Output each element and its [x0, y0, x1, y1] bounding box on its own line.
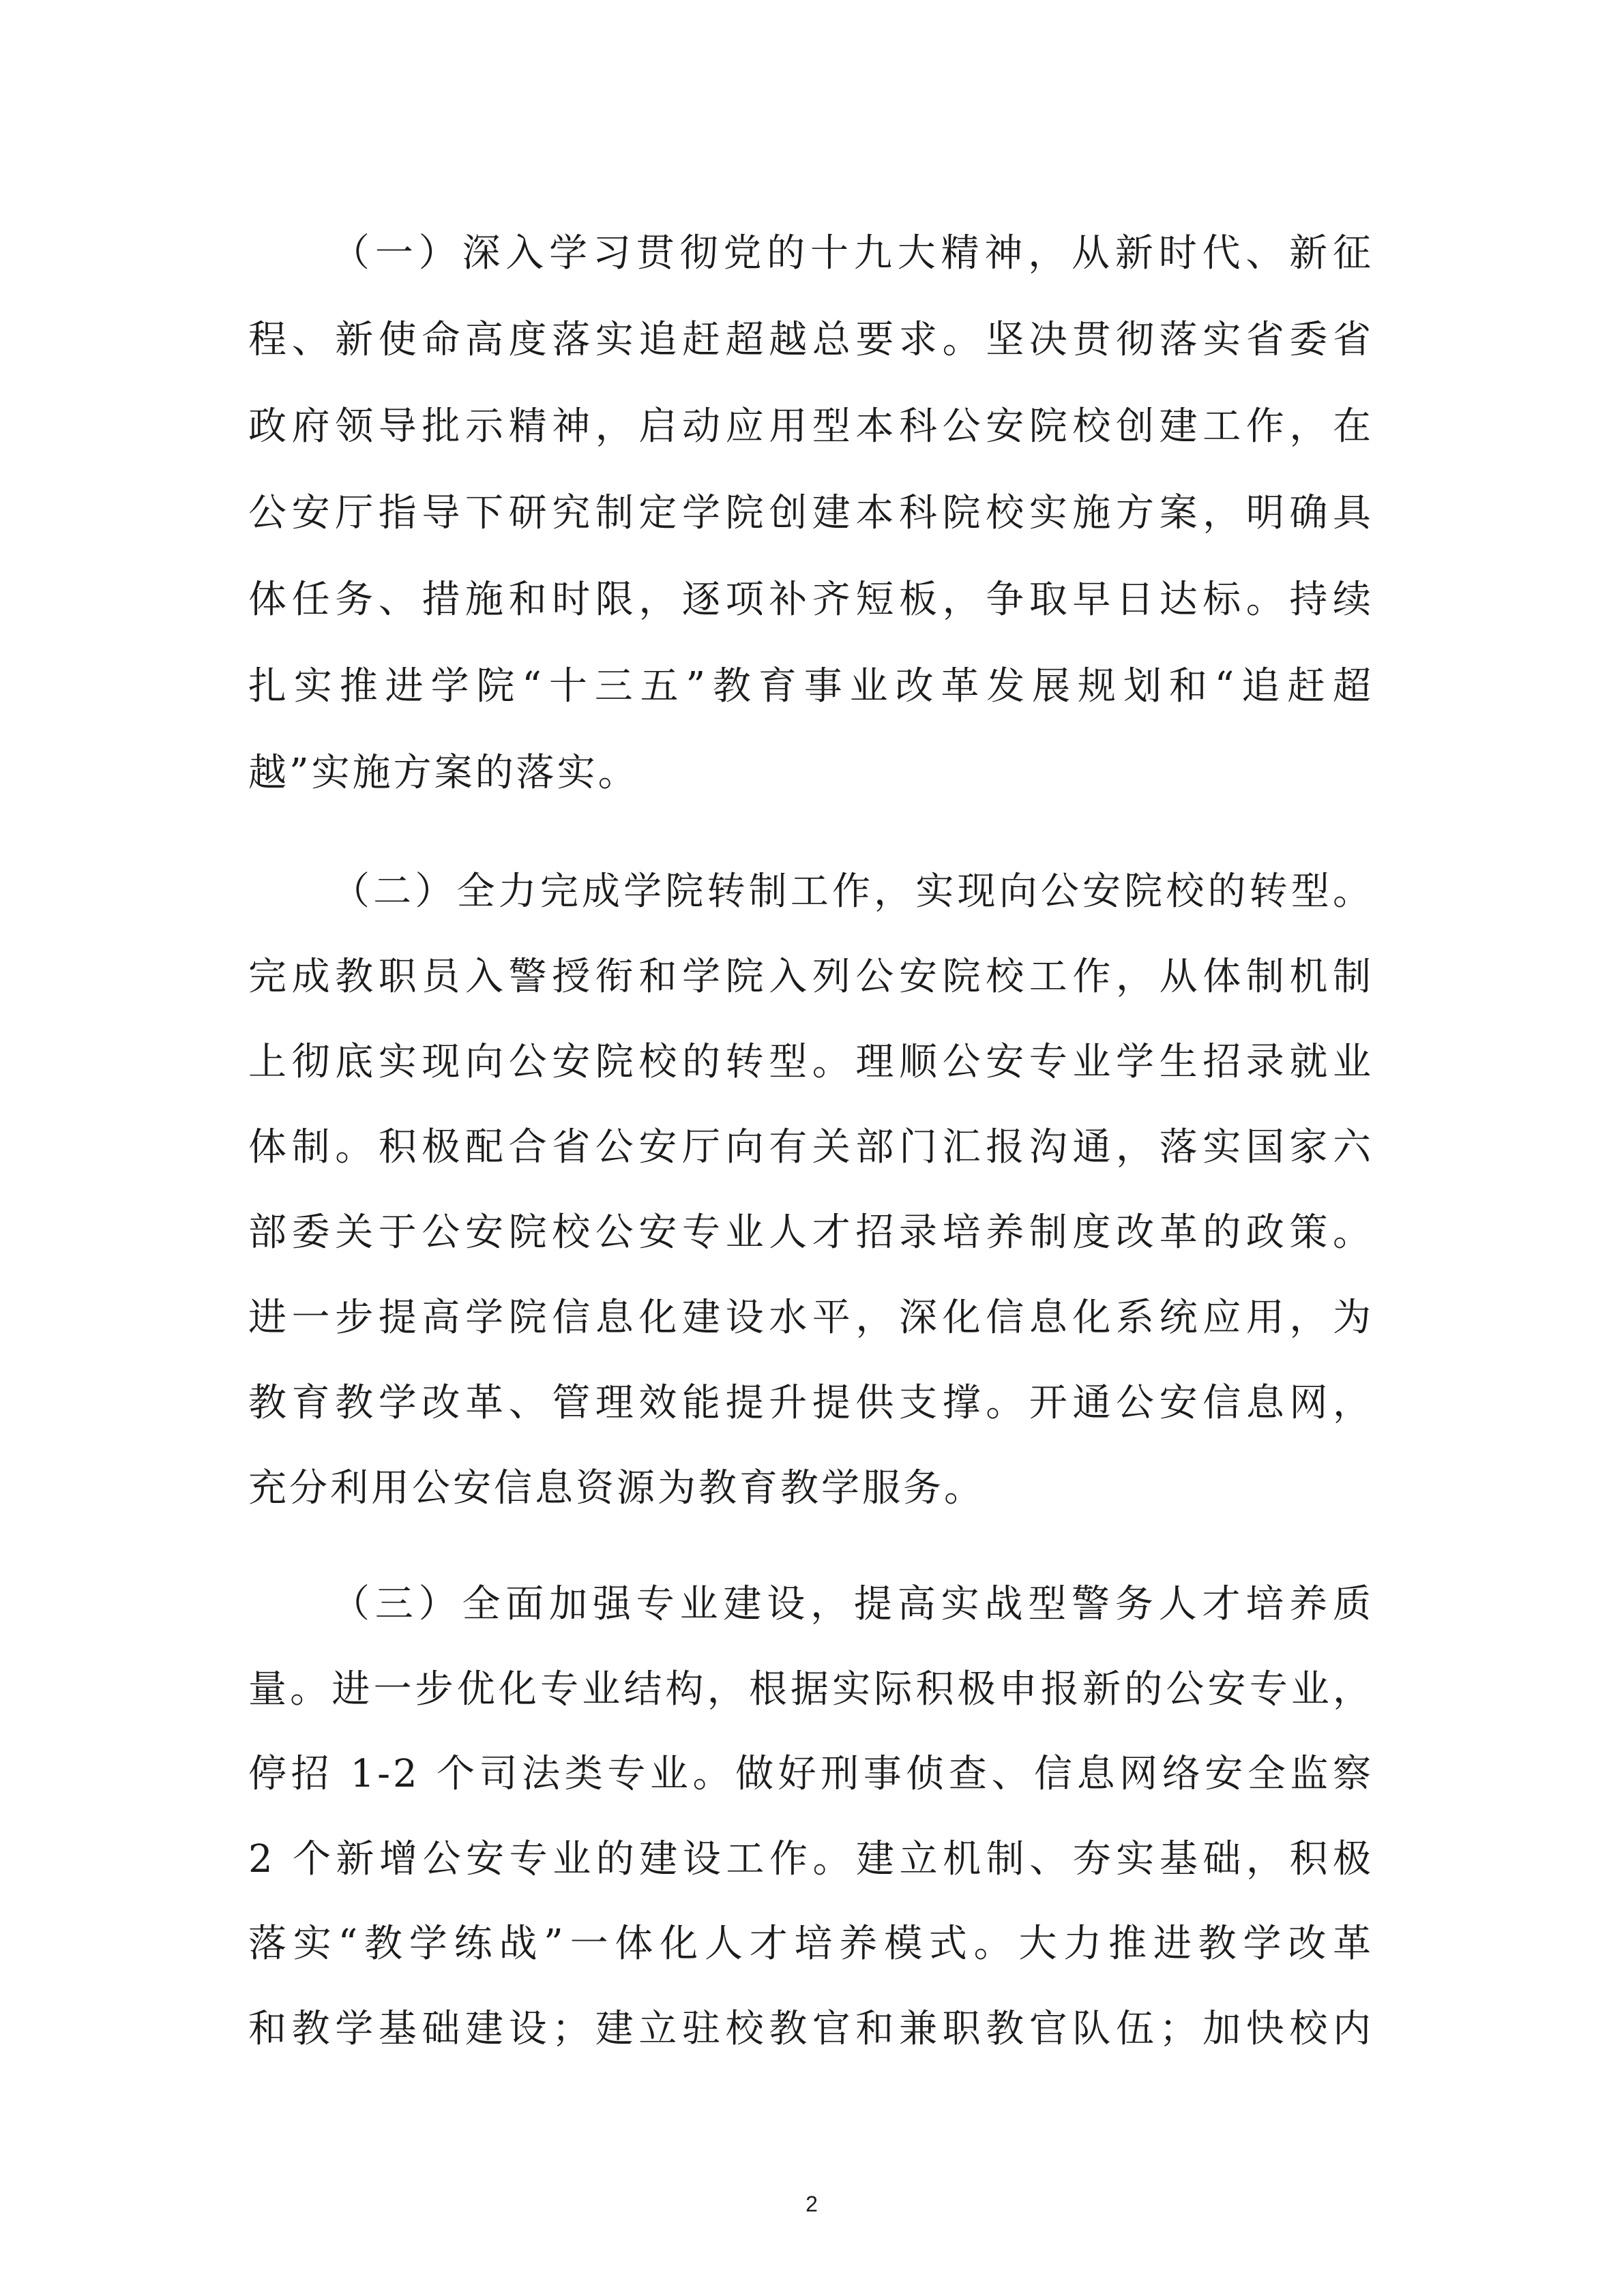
- paragraph-1: [248, 210, 1374, 816]
- paragraph-line: 停招 1-2 个司法类专业。做好刑事侦查、信息网络安全监察: [248, 1752, 1374, 1796]
- paragraph-line: 扎实推进学院“十三五”教育事业改革发展规划和“追赶超: [248, 664, 1374, 709]
- paragraph-line: 越”实施方案的落实。: [248, 751, 639, 795]
- paragraph-line: 完成教职员入警授衔和学院入列公安院校工作，从体制机制: [248, 955, 1374, 999]
- paragraph-line: 进一步提高学院信息化建设水平，深化信息化系统应用，为: [248, 1296, 1374, 1340]
- paragraph-line: （二）全力完成学院转制工作，实现向公安院校的转型。: [331, 869, 1374, 914]
- paragraph-line: 上彻底实现向公安院校的转型。理顺公安专业学生招录就业: [248, 1040, 1374, 1084]
- paragraph-line: 落实“教学练战”一体化人才培养模式。大力推进教学改革: [248, 1922, 1374, 1966]
- paragraph-line: 2 个新增公安专业的建设工作。建立机制、夯实基础，积极: [248, 1836, 1374, 1881]
- paragraph-line: 量。进一步优化专业结构，根据实际积极申报新的公安专业，: [248, 1667, 1374, 1712]
- paragraph-line: 体任务、措施和时限，逐项补齐短板，争取早日达标。持续: [248, 578, 1374, 622]
- page-number: 2: [806, 2192, 818, 2216]
- paragraph-line: 体制。积极配合省公安厅向有关部门汇报沟通，落实国家六: [248, 1125, 1374, 1169]
- paragraph-line: （一）深入学习贯彻党的十九大精神，从新时代、新征: [331, 231, 1374, 275]
- paragraph-line: 公安厅指导下研究制定学院创建本科院校实施方案，明确具: [248, 491, 1374, 535]
- paragraph-line: 教育教学改革、管理效能提升提供支撑。开通公安信息网，: [248, 1381, 1374, 1425]
- paragraph-line: 充分利用公安信息资源为教育教学服务。: [248, 1466, 985, 1510]
- paragraph-line: 政府领导批示精神，启动应用型本科公安院校创建工作，在: [248, 404, 1374, 449]
- paragraph-line: 程、新使命高度落实追赶超越总要求。坚决贯彻落实省委省: [248, 318, 1374, 362]
- paragraph-3: [248, 1562, 1374, 2072]
- paragraph-line: 和教学基础建设；建立驻校教官和兼职教官队伍；加快校内: [248, 2006, 1374, 2051]
- paragraph-line: 部委关于公安院校公安专业人才招录培养制度改革的政策。: [248, 1210, 1374, 1255]
- paragraph-line: （三）全面加强专业建设，提高实战型警务人才培养质: [331, 1582, 1374, 1626]
- paragraph-2: [248, 849, 1374, 1531]
